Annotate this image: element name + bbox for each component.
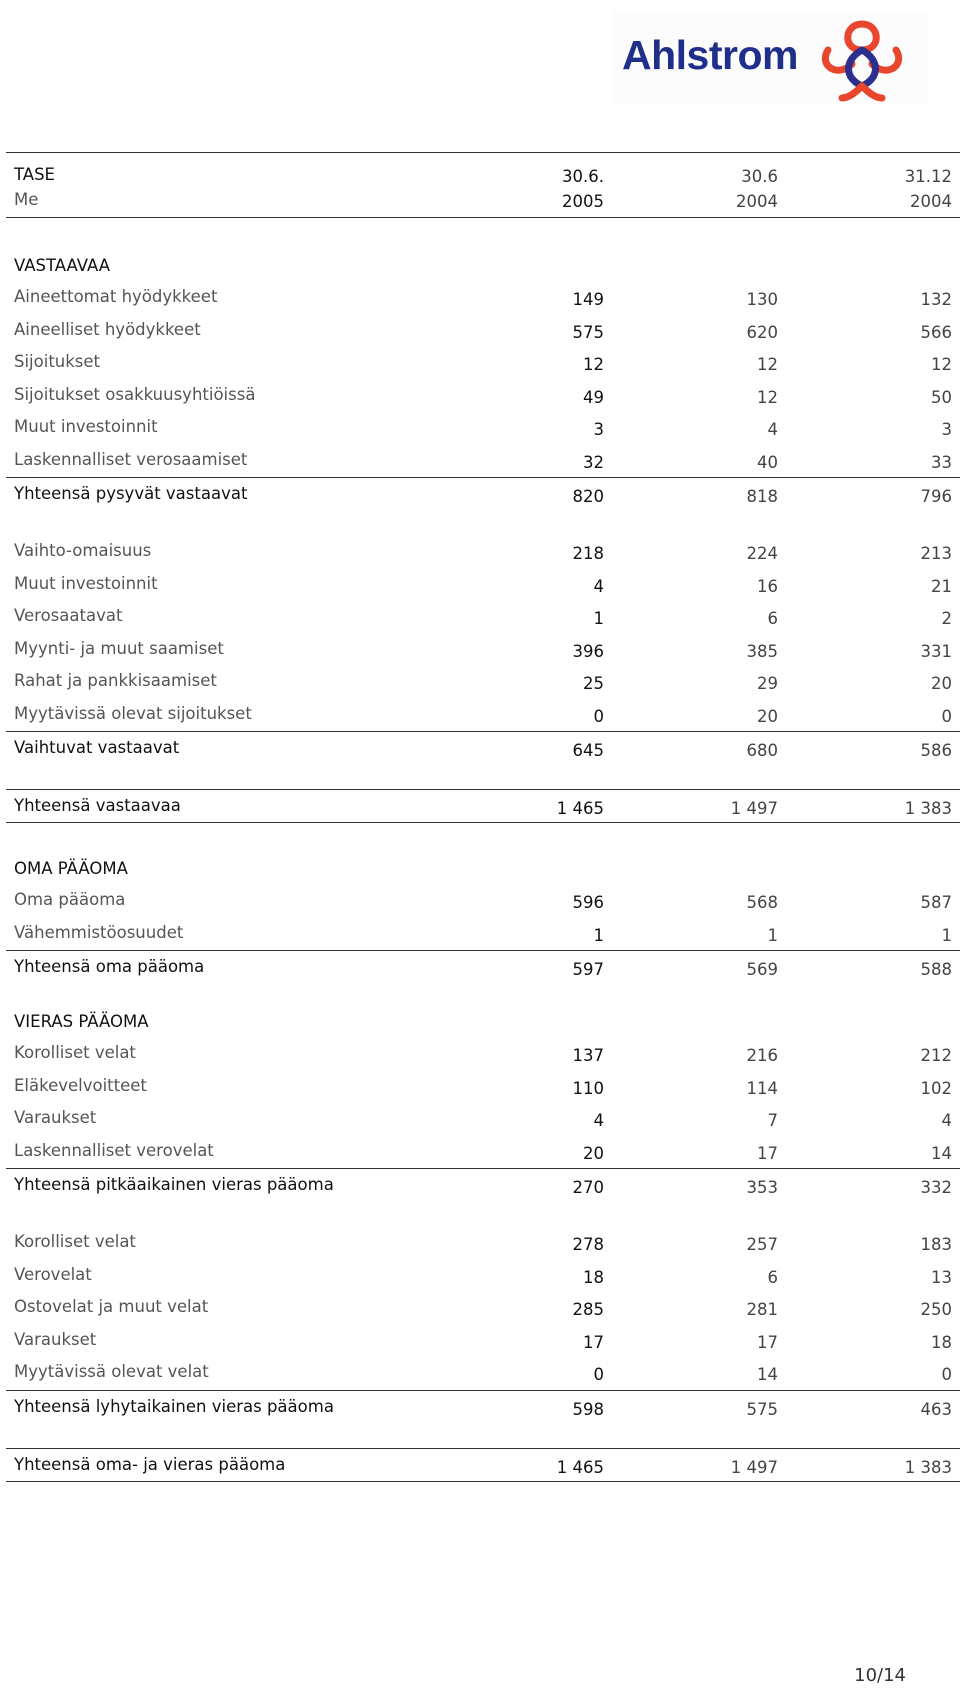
value-2005: 597 — [572, 960, 604, 979]
table-row — [6, 886, 960, 919]
value-2005: 1 465 — [556, 799, 604, 818]
row-label: Muut investoinnit — [14, 417, 158, 436]
row-label: Myytävissä olevat velat — [14, 1362, 209, 1381]
value-2004: 4 — [767, 420, 778, 439]
value-2005: 820 — [572, 487, 604, 506]
value-2004-year-end: 332 — [920, 1178, 952, 1197]
value-2004-year-end: 0 — [941, 706, 952, 726]
value-2005: 270 — [572, 1178, 604, 1197]
value-2004-year-end: 12 — [931, 355, 952, 374]
section-heading-vieras-paaoma: VIERAS PÄÄOMA — [14, 1012, 149, 1031]
table-row — [6, 283, 960, 316]
table-title: TASE — [14, 165, 55, 184]
table-row — [6, 1358, 960, 1391]
unit-label: Me — [14, 190, 39, 209]
table-row — [6, 1039, 960, 1072]
value-2004-year-end: 463 — [920, 1399, 952, 1419]
row-label: Varaukset — [14, 1329, 97, 1349]
value-2004-year-end: 566 — [920, 322, 952, 342]
row-label: Aineettomat hyödykkeet — [14, 287, 218, 306]
value-2005: 4 — [593, 576, 604, 596]
value-2004-year-end: 20 — [931, 674, 952, 693]
value-2004: 6 — [767, 609, 778, 628]
value-2005: 575 — [572, 322, 604, 342]
value-2005: 0 — [593, 706, 604, 726]
row-label: Vähemmistöosuudet — [14, 922, 184, 942]
section-heading-oma-paaoma: OMA PÄÄOMA — [14, 859, 128, 878]
row-label: Verovelat — [14, 1264, 92, 1284]
value-2004-year-end: 1 — [941, 925, 952, 945]
value-2005: 598 — [572, 1399, 604, 1419]
value-2004: 216 — [746, 1046, 778, 1065]
table-spacer — [6, 511, 960, 537]
value-2004: 1 — [767, 925, 778, 945]
section-heading-row — [6, 853, 960, 886]
table-row — [6, 919, 960, 952]
value-2004: 12 — [757, 355, 778, 374]
value-2005: 49 — [583, 387, 604, 407]
row-label: Oma pääoma — [14, 890, 126, 909]
value-2004: 575 — [746, 1399, 778, 1419]
value-2004-year-end: 1 383 — [904, 1457, 952, 1477]
value-2005: 17 — [583, 1332, 604, 1352]
table-spacer — [6, 1202, 960, 1228]
table-header-row — [6, 152, 960, 186]
table-spacer — [6, 984, 960, 1006]
subtotal-label: Yhteensä oma pääoma — [14, 957, 205, 976]
value-2004-year-end: 13 — [931, 1267, 952, 1287]
value-2004: 20 — [757, 706, 778, 726]
section-heading-row — [6, 1006, 960, 1039]
value-2004: 353 — [746, 1178, 778, 1197]
value-2004-year-end: 250 — [920, 1300, 952, 1319]
table-row — [6, 635, 960, 668]
table-row — [6, 413, 960, 446]
row-label: Varaukset — [14, 1108, 97, 1127]
row-label: Sijoitukset osakkuusyhtiöissä — [14, 384, 256, 404]
value-2005: 18 — [583, 1267, 604, 1287]
subtotal-label: Yhteensä pysyvät vastaavat — [14, 484, 248, 503]
subtotal-label: Yhteensä lyhytaikainen vieras pääoma — [14, 1396, 334, 1416]
value-2004-year-end: 14 — [931, 1143, 952, 1163]
value-2004: 257 — [746, 1235, 778, 1254]
subtotal-row — [6, 1391, 960, 1424]
value-2005: 0 — [593, 1365, 604, 1384]
value-2005: 32 — [583, 452, 604, 472]
row-label: Korolliset velat — [14, 1232, 136, 1251]
balance-sheet-table — [6, 152, 960, 1482]
value-2004-year-end: 102 — [920, 1078, 952, 1098]
column-header-2004-date: 30.6 — [741, 167, 778, 186]
table-row — [6, 700, 960, 733]
row-label: Myytävissä olevat sijoitukset — [14, 703, 252, 723]
company-logo — [612, 10, 928, 104]
value-2005: 218 — [572, 544, 604, 563]
value-2005: 278 — [572, 1235, 604, 1254]
table-row — [6, 1104, 960, 1137]
subtotal-label: Vaihtuvat vastaavat — [14, 738, 180, 757]
value-2004: 40 — [757, 452, 778, 472]
page-number: 10/14 — [854, 1665, 906, 1686]
column-header-2005: 2005 — [562, 192, 604, 211]
table-spacer — [6, 1424, 960, 1449]
value-2004: 224 — [746, 544, 778, 563]
value-2005: 25 — [583, 674, 604, 693]
table-row — [6, 1326, 960, 1359]
value-2005: 1 465 — [556, 1457, 604, 1477]
value-2005: 396 — [572, 641, 604, 661]
table-spacer — [6, 823, 960, 853]
value-2004: 29 — [757, 674, 778, 693]
value-2004: 620 — [746, 322, 778, 342]
column-header-2004: 2004 — [736, 192, 778, 211]
value-2004-year-end: 50 — [931, 387, 952, 407]
grand-total-row — [6, 1449, 960, 1482]
value-2004: 385 — [746, 641, 778, 661]
value-2004: 16 — [757, 576, 778, 596]
value-2004: 17 — [757, 1143, 778, 1163]
table-row — [6, 570, 960, 603]
table-row — [6, 1137, 960, 1170]
row-label: Rahat ja pankkisaamiset — [14, 671, 217, 690]
value-2004-year-end: 33 — [931, 452, 952, 472]
subtotal-row — [6, 951, 960, 984]
total-label: Yhteensä vastaavaa — [14, 796, 181, 815]
value-2005: 645 — [572, 741, 604, 760]
value-2004-year-end: 132 — [920, 290, 952, 309]
value-2004-year-end: 2 — [941, 609, 952, 628]
table-row — [6, 348, 960, 381]
value-2004: 6 — [767, 1267, 778, 1287]
value-2005: 285 — [572, 1300, 604, 1319]
table-row — [6, 602, 960, 635]
table-row — [6, 381, 960, 414]
value-2004: 130 — [746, 290, 778, 309]
row-label: Korolliset velat — [14, 1043, 136, 1062]
section-heading-row — [6, 250, 960, 283]
value-2004: 7 — [767, 1111, 778, 1130]
subtotal-label: Yhteensä pitkäaikainen vieras pääoma — [14, 1175, 334, 1194]
table-row — [6, 667, 960, 700]
total-label: Yhteensä oma- ja vieras pääoma — [14, 1454, 286, 1474]
table-header-unit-row — [6, 186, 960, 218]
value-2004-year-end: 0 — [941, 1365, 952, 1384]
table-row — [6, 316, 960, 349]
value-2005: 1 — [593, 609, 604, 628]
value-2004: 114 — [746, 1078, 778, 1098]
value-2004-year-end: 3 — [941, 420, 952, 439]
row-label: Eläkevelvoitteet — [14, 1075, 147, 1095]
value-2005: 137 — [572, 1046, 604, 1065]
table-row — [6, 446, 960, 479]
value-2004: 680 — [746, 741, 778, 760]
column-header-2004-year-end-date: 31.12 — [904, 167, 952, 186]
total-row — [6, 790, 960, 823]
table-row — [6, 1072, 960, 1105]
table-row — [6, 537, 960, 570]
logo-knot-icon — [814, 16, 910, 102]
section-heading-vastaavaa: VASTAAVAA — [14, 256, 111, 275]
row-label: Laskennalliset verosaamiset — [14, 449, 248, 469]
value-2004-year-end: 18 — [931, 1332, 952, 1352]
column-header-2005-date: 30.6. — [562, 167, 604, 186]
value-2004: 1 497 — [730, 799, 778, 818]
value-2005: 110 — [572, 1078, 604, 1098]
value-2004: 14 — [757, 1365, 778, 1384]
value-2004-year-end: 796 — [920, 487, 952, 506]
logo-wordmark: Ahlstrom — [622, 32, 798, 78]
value-2005: 12 — [583, 355, 604, 374]
subtotal-row — [6, 1169, 960, 1202]
value-2005: 596 — [572, 893, 604, 912]
row-label: Aineelliset hyödykkeet — [14, 319, 201, 339]
row-label: Vaihto-omaisuus — [14, 541, 152, 560]
value-2004-year-end: 213 — [920, 544, 952, 563]
value-2004: 12 — [757, 387, 778, 407]
table-row — [6, 1261, 960, 1294]
row-label: Verosaatavat — [14, 606, 123, 625]
value-2004: 818 — [746, 487, 778, 506]
table-row — [6, 1293, 960, 1326]
subtotal-row — [6, 478, 960, 511]
value-2004-year-end: 183 — [920, 1235, 952, 1254]
value-2004-year-end: 21 — [931, 576, 952, 596]
value-2005: 149 — [572, 290, 604, 309]
value-2005: 3 — [593, 420, 604, 439]
row-label: Muut investoinnit — [14, 573, 158, 593]
value-2005: 20 — [583, 1143, 604, 1163]
row-label: Ostovelat ja muut velat — [14, 1297, 209, 1316]
value-2005: 1 — [593, 925, 604, 945]
value-2004-year-end: 1 383 — [904, 799, 952, 818]
value-2004: 281 — [746, 1300, 778, 1319]
value-2004: 568 — [746, 893, 778, 912]
row-label: Sijoitukset — [14, 352, 101, 371]
value-2004-year-end: 4 — [941, 1111, 952, 1130]
row-label: Laskennalliset verovelat — [14, 1140, 214, 1160]
value-2005: 4 — [593, 1111, 604, 1130]
value-2004-year-end: 586 — [920, 741, 952, 760]
table-spacer — [6, 765, 960, 790]
column-header-2004-year-end: 2004 — [910, 192, 952, 211]
value-2004: 17 — [757, 1332, 778, 1352]
value-2004-year-end: 331 — [920, 641, 952, 661]
value-2004-year-end: 588 — [920, 960, 952, 979]
table-row — [6, 1228, 960, 1261]
value-2004-year-end: 587 — [920, 893, 952, 912]
table-spacer — [6, 218, 960, 250]
value-2004-year-end: 212 — [920, 1046, 952, 1065]
value-2004: 569 — [746, 960, 778, 979]
subtotal-row — [6, 732, 960, 765]
row-label: Myynti- ja muut saamiset — [14, 638, 224, 658]
value-2004: 1 497 — [730, 1457, 778, 1477]
